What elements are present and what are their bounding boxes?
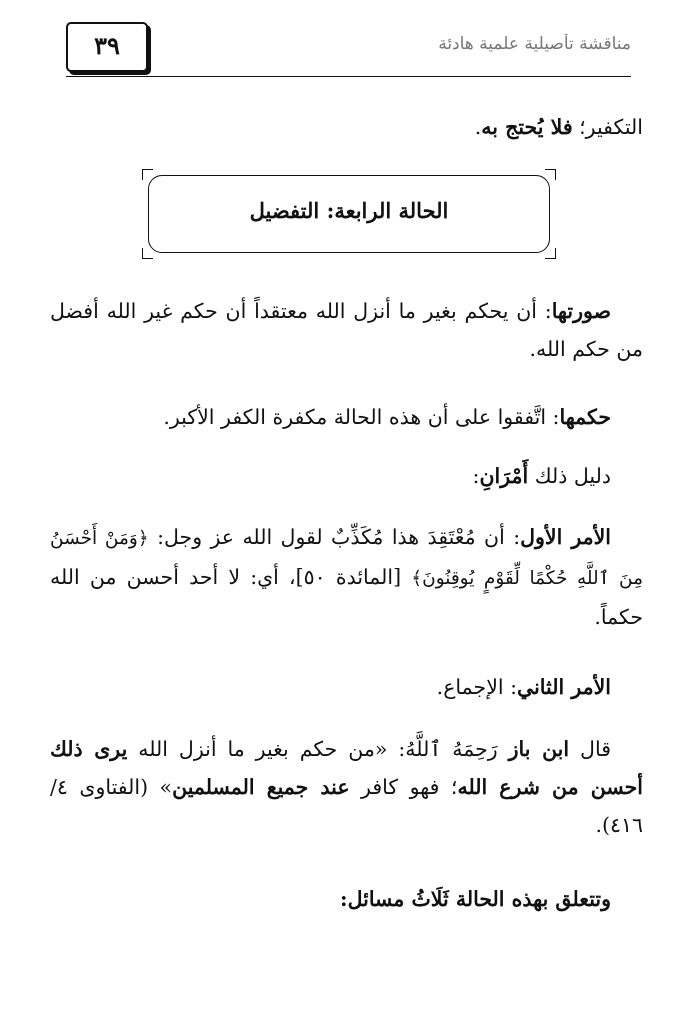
continuation-line (50, 108, 643, 146)
page-number: ٣٩ (94, 31, 120, 60)
line1-text: التكفير؛ (572, 115, 643, 139)
paragraph-closing (50, 880, 643, 918)
second-matter-label: الأمر الثاني (517, 675, 611, 699)
header-divider (66, 76, 631, 77)
quote-text-1: رَحِمَهُ ٱللَّهُ: «من حكم بغير ما أنزل الله (127, 737, 509, 761)
paragraph-second-matter (50, 668, 643, 706)
evidence-text: دليل ذلك (528, 464, 611, 488)
ruling-text: : اتَّفقوا على أن هذه الحالة مكفرة الكفر الأكبر. (163, 405, 560, 429)
paragraph-evidence (50, 457, 643, 495)
quote-bold-2: عند جميع المسلمين (172, 775, 350, 799)
evidence-colon: : (472, 464, 480, 488)
running-title: مناقشة تأصيلية علمية هادئة (438, 34, 631, 54)
line1-bold: فلا يُحتج به (481, 115, 573, 139)
first-matter-text: : أن مُعْتَقِدَ هذا مُكَذِّبٌ لقول الله عز وجل: (148, 525, 521, 549)
frame-corner-ornament (545, 169, 556, 180)
image-text: : أن يحكم بغير ما أنزل الله معتقداً أن حكم غير الله أفضل من حكم الله. (50, 299, 643, 361)
paragraph-quote (50, 730, 643, 844)
frame-corner-ornament (142, 169, 153, 180)
image-label: صورتها (551, 299, 611, 323)
first-matter-explanation: ، أي: لا أحد أحسن من الله حكماً. (50, 565, 643, 629)
evidence-bold: أَمْرَانِ (479, 464, 529, 488)
quote-intro: قال (569, 737, 611, 761)
paragraph-image (50, 292, 643, 368)
frame-corner-ornament (545, 248, 556, 259)
section-title-frame (148, 175, 550, 253)
quote-bold-1: يرى ذلك أحسن من شرع الله (50, 737, 643, 799)
first-matter-label: الأمر الأول (520, 525, 612, 549)
verse-reference: [المائدة ٥٠] (295, 565, 412, 589)
paragraph-first-matter (50, 518, 643, 636)
quran-verse: ﴿وَمَنْ أَحْسَنُ مِنَ ٱللَّهِ حُكْمًا لِّقَوْمٍ يُوقِنُونَ﴾ (50, 528, 644, 589)
paragraph-ruling (50, 398, 643, 436)
quote-citation: » (الفتاوى ٤/ ٤١٦). (50, 775, 643, 837)
page-number-box (66, 22, 148, 72)
ruling-label: حكمها (559, 405, 611, 429)
second-matter-text: : الإجماع. (436, 675, 518, 699)
frame-corner-ornament (142, 248, 153, 259)
line1-end: . (474, 115, 482, 139)
section-title: الحالة الرابعة: التفضيل (249, 198, 449, 223)
scholar-name: ابن باز (508, 737, 570, 761)
closing-text: وتتعلق بهذه الحالة ثَلَاثُ مسائل: (340, 887, 611, 911)
quote-text-2: ؛ فهو كافر (349, 775, 458, 799)
